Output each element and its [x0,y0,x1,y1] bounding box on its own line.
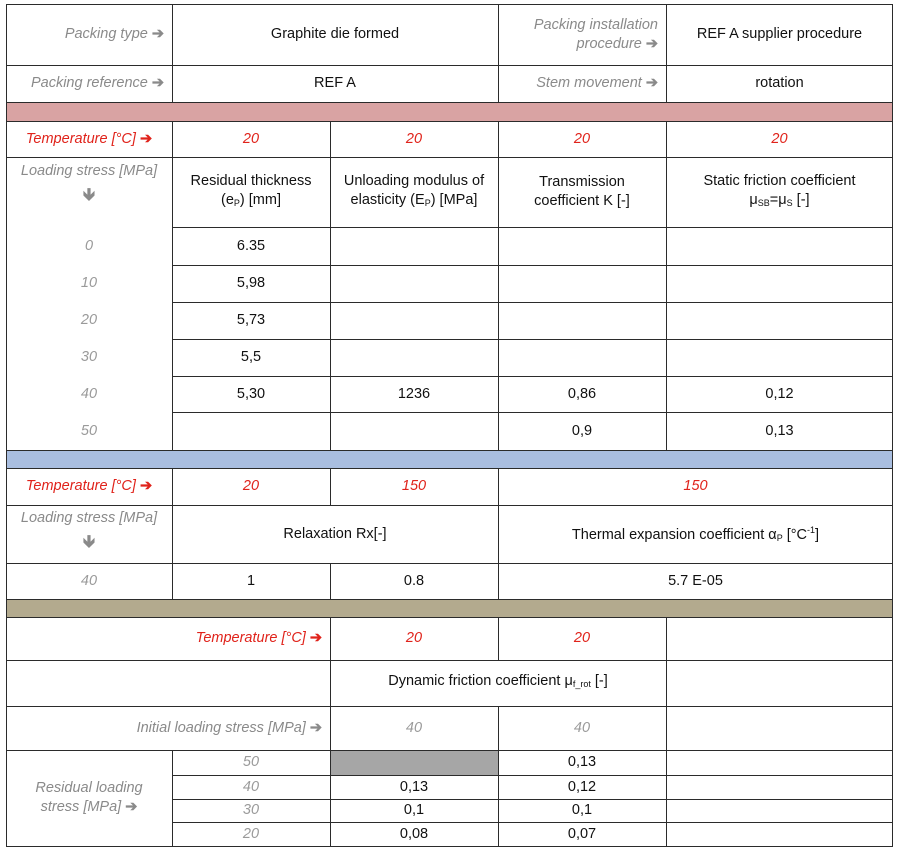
thermal-expansion-cell: 5.7 E-05 [668,572,723,589]
s3-temp-cell: 20 [573,630,591,646]
s3-header-row [6,660,893,706]
dynamic-friction-cell: 0,12 [567,778,597,795]
grid-line [892,4,893,846]
relaxation-cell: 0.8 [403,572,425,589]
packing-type-label: Packing type ➔ [64,26,164,42]
table-row [6,376,893,412]
right-arrow-icon: ➔ [151,75,164,91]
residual-thickness-header: Residual thickness $(e_P)$ [mm] [190,172,312,208]
s2-loading-stress-label: Loading stress [MPa] 🡻 [20,510,158,551]
static-friction-cell: 0,12 [765,385,794,402]
table-row [6,339,893,376]
grid-line [6,65,893,66]
unloading-modulus-header: Unloading modulus of elasticity $(E_P)$ [MPa] [343,172,485,208]
down-arrow-icon: 🡻 [82,185,96,204]
thickness-cell: 5,73 [236,312,266,328]
initial-stress-cell: 40 [405,719,423,736]
dynamic-friction-cell: 0,1 [403,802,425,818]
s1-temp-cell: 20 [242,130,260,147]
s1-header-row [6,157,893,227]
grid-line [172,799,893,800]
transmission-cell [498,227,666,265]
section-divider-khaki [6,599,893,617]
static-friction-header: Static friction coefficient $\mu_{SB}=\mu_S$ [-] [703,172,856,208]
packing-reference-value: REF A [314,75,356,91]
modulus-cell: 1236 [397,385,431,402]
grid-line [666,617,667,846]
grid-line [498,706,499,846]
transmission-cell [498,302,666,339]
stem-movement-label: Stem movement ➔ [536,75,658,91]
modulus-cell [330,302,498,339]
thickness-cell: 6.35 [236,237,266,254]
grid-line [6,660,893,661]
grid-line [498,121,499,450]
s1-loading-stress-label: Loading stress [MPa] 🡻 [20,163,158,204]
loading-stress-cell: 40 [80,572,98,589]
right-arrow-icon: ➔ [309,719,322,736]
loading-stress-cell: 30 [80,349,98,365]
right-arrow-icon: ➔ [645,75,658,91]
packing-type-value: Graphite die formed [270,26,400,42]
table-row [6,822,893,846]
grid-line [172,339,893,340]
down-arrow-icon: 🡻 [82,532,96,551]
grid-line [498,468,499,599]
packing-reference-label: Packing reference ➔ [30,75,164,91]
grid-line [330,617,331,846]
loading-stress-cell: 10 [80,275,98,291]
grid-line [6,750,893,751]
static-friction-cell [666,265,893,302]
grid-line [6,505,893,506]
grid-line [6,617,893,618]
transmission-cell [498,339,666,376]
modulus-cell [330,265,498,302]
s2-temperature-label: Temperature [°C] ➔ [25,478,153,494]
grid-line [6,121,893,122]
residual-stress-cell: 30 [242,802,260,818]
grid-line [6,4,893,5]
stem-movement-value: rotation [755,75,804,91]
transmission-cell: 0,86 [567,385,597,402]
thermal-expansion-header: Thermal expansion coefficient $\alpha_P$ $[^\circ C^{-1}]$ [571,524,820,543]
transmission-cell [498,265,666,302]
grid-line [172,775,893,776]
dynamic-friction-cell: 0,1 [571,802,593,818]
header-row-1 [6,4,893,65]
loading-stress-cell: 20 [80,312,98,328]
s1-temp-cell: 20 [573,130,591,147]
grid-line [330,563,331,599]
loading-stress-cell: 50 [80,422,98,439]
transmission-cell: 0,9 [571,422,593,439]
static-friction-cell: 0,13 [765,422,794,439]
table-row [6,563,893,599]
s1-temp-cell: 20 [405,130,423,147]
s3-temperature-label: Temperature [°C] ➔ [195,630,322,646]
grid-line [498,4,499,102]
grid-line [498,617,499,660]
grid-line [172,121,173,450]
s2-temp-cell: 20 [242,478,260,494]
section-divider-blue [6,450,893,468]
grid-line [330,121,331,450]
section-divider-pink [6,102,893,121]
s2-header-row [6,505,893,563]
dynamic-friction-cell: 0,07 [567,825,597,842]
s2-temp-cell: 150 [401,478,427,494]
right-arrow-icon: ➔ [645,35,658,52]
packing-characteristics-sheet [6,4,893,846]
static-friction-cell [666,339,893,376]
modulus-cell [330,227,498,265]
s2-temp-cell: 150 [683,478,708,494]
static-friction-cell [666,227,893,265]
right-arrow-icon: ➔ [139,130,153,147]
grid-line [172,265,893,266]
residual-stress-cell: 50 [242,754,260,770]
transmission-coefficient-header: Transmission coefficient K [-] [534,174,630,209]
grid-line [172,376,893,377]
s2-temperature-row [6,468,893,505]
table-row [6,227,893,265]
residual-stress-cell: 20 [242,825,260,842]
s3-temp-cell: 20 [405,630,423,646]
s1-temperature-label: Temperature [°C] ➔ [25,130,153,147]
modulus-cell [330,412,498,450]
header-row-2 [6,65,893,102]
table-row [6,265,893,302]
grid-line [172,227,893,228]
right-arrow-icon: ➔ [139,478,153,494]
table-row [6,799,893,822]
initial-stress-cell: 40 [573,719,591,736]
grid-line [666,4,667,102]
grid-line [172,412,893,413]
table-row [6,775,893,799]
grid-line [6,102,893,103]
thickness-cell: 5,30 [236,385,266,402]
installation-procedure-label: Packing installation procedure ➔ [533,16,658,52]
grid-line [172,4,173,102]
residual-stress-cell: 40 [242,778,260,795]
right-arrow-icon: ➔ [309,630,322,646]
thickness-cell [172,412,330,450]
table-row [6,750,893,775]
grid-line [6,4,7,846]
relaxation-cell: 1 [246,572,256,589]
grid-line [172,750,173,846]
grid-line [6,157,893,158]
grid-line [6,706,893,707]
s3-initial-row [6,706,893,750]
dynamic-friction-header: Dynamic friction coefficient $\mu_{f\_rot}$ [-] [388,673,608,689]
grid-line [6,599,893,600]
right-arrow-icon: ➔ [151,26,164,42]
right-arrow-icon: ➔ [125,799,138,815]
grid-line [172,302,893,303]
grid-line [172,822,893,823]
static-friction-cell [666,302,893,339]
relaxation-header: Relaxation Rx[-] [283,525,387,542]
dynamic-friction-cell-blank [330,750,498,775]
s1-temp-cell: 20 [771,130,788,147]
loading-stress-cell: 0 [84,237,94,254]
s1-temperature-row [6,121,893,157]
dynamic-friction-cell: 0,08 [399,825,429,842]
grid-line [6,468,893,469]
grid-line [6,450,893,451]
s3-temperature-row [6,617,893,660]
dynamic-friction-cell: 0,13 [399,778,429,795]
modulus-cell [330,339,498,376]
installation-procedure-value: REF A supplier procedure [696,26,863,42]
loading-stress-cell: 40 [80,385,98,402]
residual-loading-stress-label: Residual loading stress [MPa] ➔ [35,780,143,815]
grid-line [6,846,893,847]
table-row [6,302,893,339]
table-row [6,412,893,450]
dynamic-friction-cell: 0,13 [567,754,597,770]
grid-line [172,468,173,599]
initial-loading-stress-label: Initial loading stress [MPa] ➔ [136,719,322,736]
grid-line [330,468,331,505]
thickness-cell: 5,5 [240,349,262,365]
thickness-cell: 5,98 [236,275,266,291]
grid-line [6,563,893,564]
grid-line [666,121,667,450]
